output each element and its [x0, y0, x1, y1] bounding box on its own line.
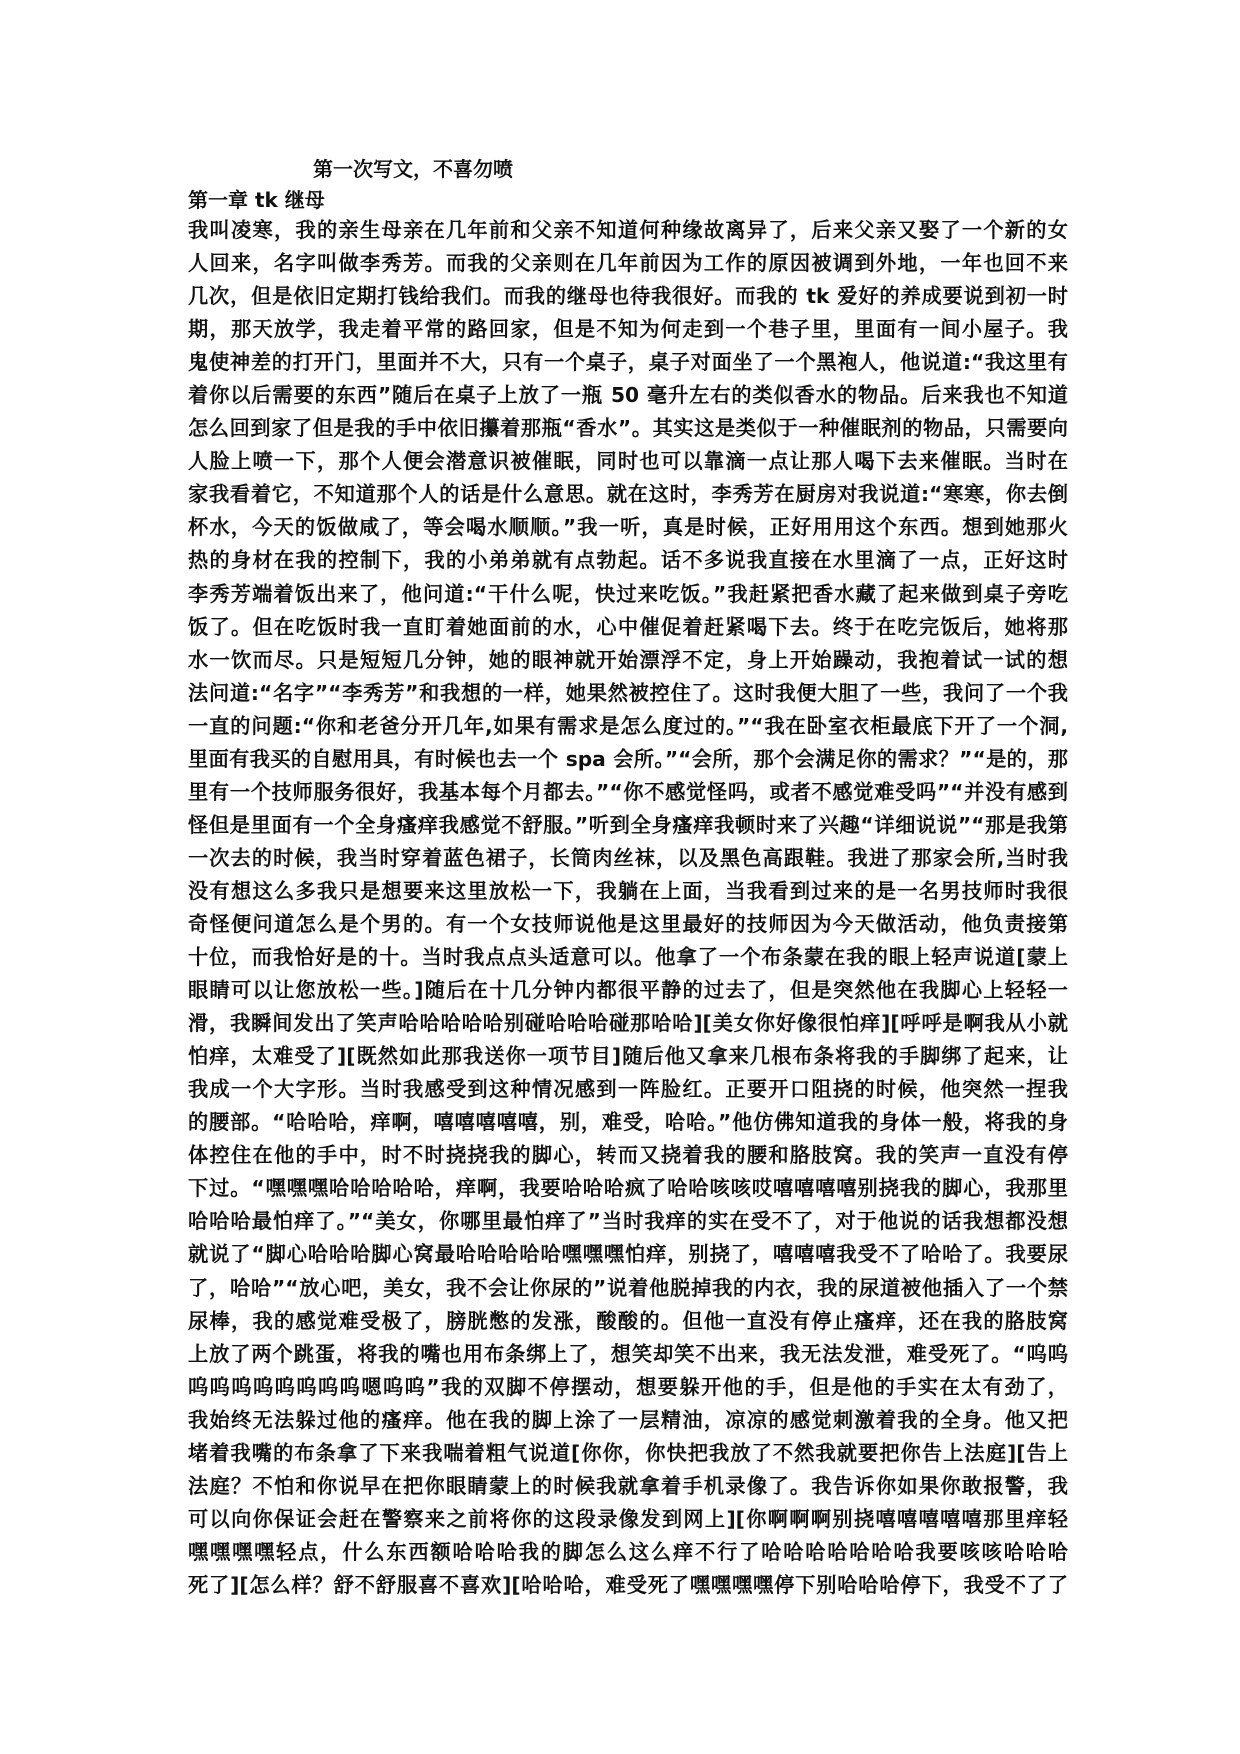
text-line: 嘿嘿嘿嘿轻点，什么东西额哈哈哈我的脚怎么这么痒不行了哈哈哈哈哈哈哈我要咳咳哈哈哈 [188, 1539, 1068, 1564]
text-line: 怕痒，太难受了][既然如此那我送你一项节目]随后他又拿来几根布条将我的手脚绑了起来，让 [188, 1044, 1068, 1069]
text-line: 法庭？不怕和你说早在把你眼睛蒙上的时候我就拿着手机录像了。我告诉你如果你敢报警，我 [188, 1473, 1068, 1498]
text-line: 我始终无法躲过他的瘙痒。他在我的脚上涂了一层精油，凉凉的感觉刺激着我的全身。他又把 [188, 1407, 1068, 1432]
text-line: 水一饮而尽。只是短短几分钟，她的眼神就开始漂浮不定，身上开始躁动，我抱着试一试的想 [188, 647, 1068, 672]
text-line: 一直的问题:“你和老爸分开几年,如果有需求是怎么度过的。”“我在卧室衣柜最底下开了一个洞, [188, 713, 1068, 738]
text-line: 尿棒，我的感觉难受极了，膀胱憋的发涨，酸酸的。但他一直没有停止瘙痒，还在我的胳肢窝 [188, 1308, 1068, 1333]
text-line: 法问道:“名字”“李秀芳”和我想的一样，她果然被控住了。这时我便大胆了一些，我问了一个我 [188, 680, 1068, 705]
text-line: 呜呜呜呜呜呜呜呜嗯呜呜”我的双脚不停摆动，想要躲开他的手，但是他的手实在太有劲了， [188, 1374, 1068, 1399]
text-line: 鬼使神差的打开门，里面并不大，只有一个桌子，桌子对面坐了一个黑袍人，他说道:“我这里有 [188, 350, 1068, 375]
document-title: 第一次写文，不喜勿喷 [313, 157, 513, 181]
chapter-heading: 第一章 tk 继母 [188, 188, 325, 212]
text-line: 的腰部。“哈哈哈，痒啊，嘻嘻嘻嘻嘻，别，难受，哈哈。”他仿佛知道我的身体一般，将我的身 [188, 1110, 1068, 1135]
text-line: 热的身材在我的控制下，我的小弟弟就有点勃起。话不多说我直接在水里滴了一点，正好这时 [188, 548, 1068, 573]
text-line: 就说了“脚心哈哈哈脚心窝最哈哈哈哈哈嘿嘿嘿怕痒，别挠了，嘻嘻嘻我受不了哈哈了。我要尿 [188, 1242, 1068, 1267]
text-line: 死了][怎么样？舒不舒服喜不喜欢][哈哈哈，难受死了嘿嘿嘿嘿停下别哈哈哈停下，我受不了了 [188, 1572, 1068, 1597]
text-line: 体控住在他的手中，时不时挠挠我的脚心，转而又挠着我的腰和胳肢窝。我的笑声一直没有停 [188, 1143, 1068, 1168]
text-line: 几次，但是依旧定期打钱给我们。而我的继母也待我很好。而我的 tk 爱好的养成要说到初一时 [188, 284, 1068, 309]
text-line: 可以向你保证会赶在警察来之前将你的这段录像发到网上][你啊啊啊别挠嘻嘻嘻嘻嘻那里痒轻 [188, 1506, 1068, 1531]
text-line: 下过。“嘿嘿嘿哈哈哈哈哈，痒啊，我要哈哈哈疯了哈哈咳咳哎嘻嘻嘻嘻别挠我的脚心，我那里 [188, 1176, 1068, 1201]
text-line: 奇怪便问道怎么是个男的。有一个女技师说他是这里最好的技师因为今天做活动，他负责接第 [188, 911, 1068, 936]
text-line: 杯水，今天的饭做咸了，等会喝水顺顺。”我一听，真是时候，正好用用这个东西。想到她那火 [188, 515, 1068, 540]
text-line: 人回来，名字叫做李秀芳。而我的父亲则在几年前因为工作的原因被调到外地，一年也回不来 [188, 251, 1068, 276]
text-line: 眼睛可以让您放松一些。]随后在十几分钟内都很平静的过去了，但是突然他在我脚心上轻轻一 [188, 978, 1068, 1003]
text-line: 着你以后需要的东西”随后在桌子上放了一瓶 50 毫升左右的类似香水的物品。后来我也不知道 [188, 383, 1068, 408]
text-line: 怪但是里面有一个全身瘙痒我感觉不舒服。”听到全身瘙痒我顿时来了兴趣“详细说说”“那是我第 [188, 812, 1068, 837]
text-line: 家我看着它，不知道那个人的话是什么意思。就在这时，李秀芳在厨房对我说道:“寒寒，你去倒 [188, 482, 1068, 507]
text-line: 没有想这么多我只是想要来这里放松一下，我躺在上面，当我看到过来的是一名男技师时我很 [188, 878, 1068, 903]
text-line: 里面有我买的自慰用具，有时候也去一个 spa 会所。”“会所，那个会满足你的需求？”“是的，那 [188, 746, 1068, 771]
text-line: 滑，我瞬间发出了笑声哈哈哈哈哈别碰哈哈哈碰那哈哈][美女你好像很怕痒][呼呼是啊我从小就 [188, 1011, 1068, 1036]
text-line: 李秀芳端着饭出来了，他问道:“干什么呢，快过来吃饭。”我赶紧把香水藏了起来做到桌子旁吃 [188, 581, 1068, 606]
text-line: 了，哈哈”“放心吧，美女，我不会让你尿的”说着他脱掉我的内衣，我的尿道被他插入了一个禁 [188, 1275, 1068, 1300]
text-line: 一次去的时候，我当时穿着蓝色裙子，长筒肉丝袜，以及黑色高跟鞋。我进了那家会所,当时我 [188, 845, 1068, 870]
text-line: 十位，而我恰好是的十。当时我点点头适意可以。他拿了一个布条蒙在我的眼上轻声说道[蒙上 [188, 945, 1068, 970]
text-line: 我叫凌寒，我的亲生母亲在几年前和父亲不知道何种缘故离异了，后来父亲又娶了一个新的女 [188, 218, 1068, 242]
text-line: 我成一个大字形。当时我感受到这种情况感到一阵脸红。正要开口阻挠的时候，他突然一捏我 [188, 1077, 1068, 1102]
text-line: 饭了。但在吃饭时我一直盯着她面前的水，心中催促着赶紧喝下去。终于在吃完饭后，她将那 [188, 614, 1068, 639]
body-text [188, 214, 1068, 1602]
text-line: 上放了两个跳蛋，将我的嘴也用布条绑上了，想笑却笑不出来，我无法发泄，难受死了。“呜呜 [188, 1341, 1068, 1366]
text-line: 里有一个技师服务很好，我基本每个月都去。”“你不感觉怪吗，或者不感觉难受吗”“并没有感到 [188, 779, 1068, 804]
text-line: 怎么回到家了但是我的手中依旧攥着那瓶“香水”。其实这是类似于一种催眠剂的物品，只需要向 [188, 416, 1068, 441]
text-line: 期，那天放学，我走着平常的路回家，但是不知为何走到一个巷子里，里面有一间小屋子。我 [188, 317, 1068, 342]
text-line: 哈哈哈最怕痒了。”“美女，你哪里最怕痒了”当时我痒的实在受不了，对于他说的话我想都没想 [188, 1209, 1068, 1234]
text-line: 人脸上喷一下，那个人便会潜意识被催眠，同时也可以靠滴一点让那人喝下去来催眠。当时在 [188, 449, 1068, 474]
text-line: 堵着我嘴的布条拿了下来我喘着粗气说道[你你，你快把我放了不然我就要把你告上法庭][告上 [188, 1440, 1068, 1465]
